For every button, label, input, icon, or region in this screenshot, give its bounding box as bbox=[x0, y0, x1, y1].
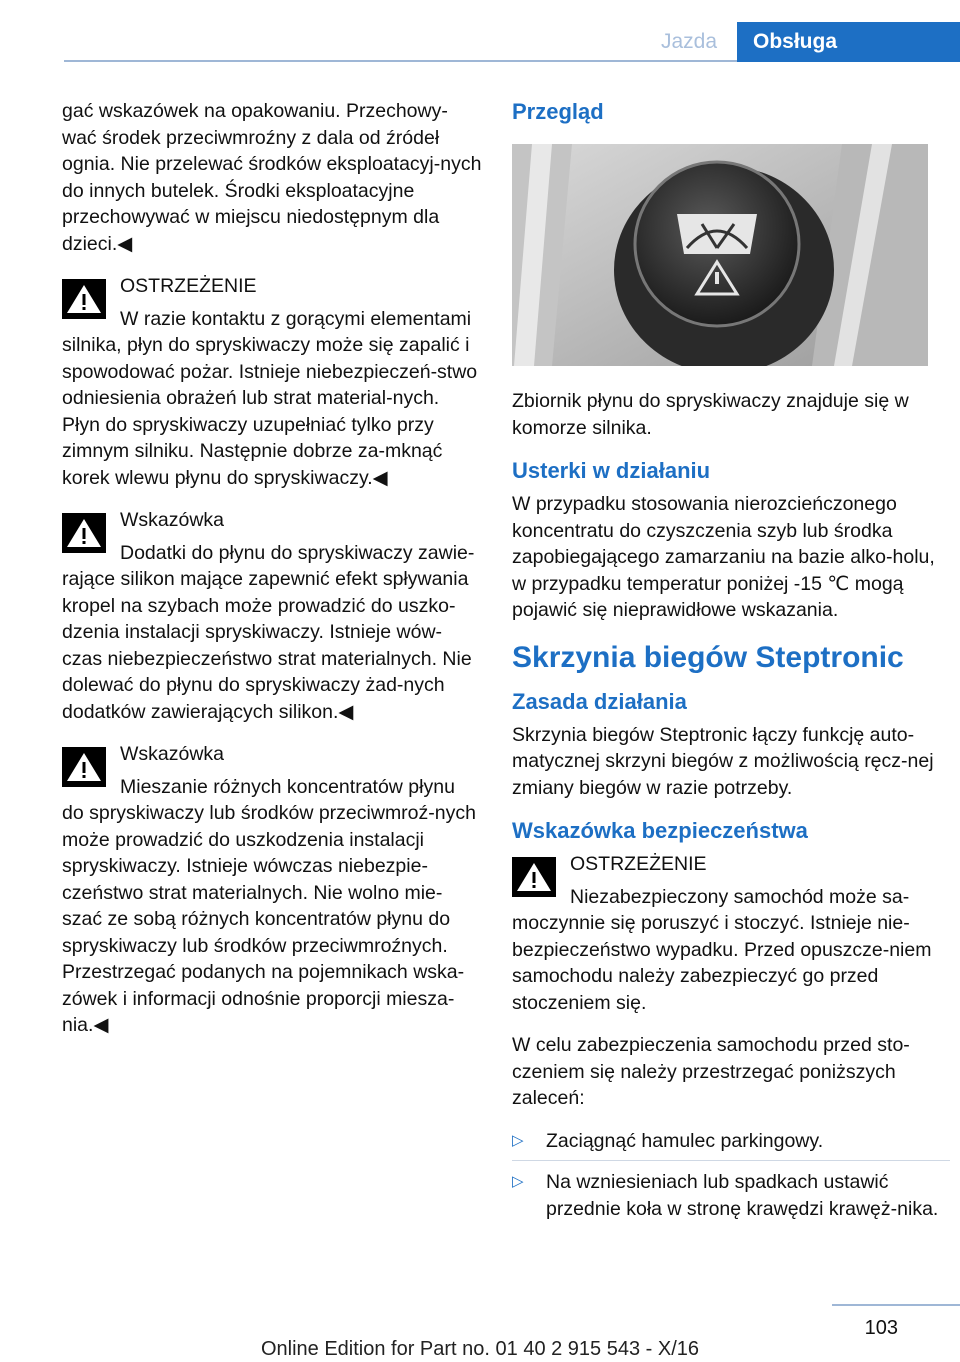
note-block-1 bbox=[62, 507, 482, 725]
warning-triangle-icon bbox=[62, 279, 106, 319]
warning-title: OSTRZEŻENIE bbox=[570, 853, 707, 875]
edition-footer: Online Edition for Part no. 01 40 2 915 543 - X/16 bbox=[260, 1338, 700, 1360]
warning-triangle-icon bbox=[62, 747, 106, 787]
warning-triangle-icon bbox=[62, 513, 106, 553]
left-column bbox=[62, 98, 482, 1055]
warning-triangle-icon bbox=[512, 857, 556, 897]
warning-block-1 bbox=[62, 273, 482, 491]
warning-text: Niezabezpieczony samochód może sa-moczynnie się poruszyć i stoczyć. Istnieje nie-bezpieczeństwo wypadku. Przed opuszcze-niem samochodu należy zabezpieczyć go przed stoczeniem się. bbox=[512, 885, 932, 1014]
list-item bbox=[512, 1169, 950, 1222]
list-item bbox=[512, 1128, 950, 1155]
list-item-text: Na wzniesieniach lub spadkach ustawić przednie koła w stronę krawędzi krawęż-nika. bbox=[546, 1171, 939, 1220]
photo-caption: Zbiornik płynu do spryskiwaczy znajduje się w komorze silnika. bbox=[512, 390, 909, 439]
page-number: 103 bbox=[864, 1317, 898, 1339]
triangle-bullet-icon: ▷ bbox=[512, 1173, 524, 1190]
note-title: Wskazówka bbox=[120, 743, 225, 765]
principle-paragraph: Skrzynia biegów Steptronic łączy funkcję auto-matycznej skrzyni biegów z możliwością ręcz-nej zmiany biegów w razie potrzeby. bbox=[512, 723, 934, 799]
list-divider bbox=[512, 1160, 950, 1161]
triangle-bullet-icon: ▷ bbox=[512, 1131, 524, 1149]
note-text: Mieszanie różnych koncentratów płynu do spryskiwaczy lub środków przeciwmroź-nych może prowadzić do uszkodzenia instalacji spryskiwaczy. Istnieje wówczas niebezpie-czeństwo strat materialnych. Nie wolno mie-szać ze sobą różnych koncentratów płynu do spryskiwaczy lub środków przeciwmroźnych. Przestrzegać podanych na pojemnikach wska-zówek i informacji odnośnie proporcji miesza-nia.◀ bbox=[62, 775, 476, 1036]
faults-paragraph: W przypadku stosowania nierozcieńczonego koncentratu do czyszczenia szyb lub środka zapobiegającego zamarzaniu na bazie alko-holu, w przypadku temperatur poniżej -15 ℃ mogą pojawić się nieprawidłowe wskazania. bbox=[512, 493, 935, 621]
secure-list bbox=[512, 1128, 950, 1223]
footer-rule bbox=[832, 1304, 960, 1306]
heading-steptronic: Skrzynia biegów Steptronic bbox=[512, 640, 904, 674]
note-text: Dodatki do płynu do spryskiwaczy zawie-rające silikon mające zapewnić efekt spływania kropel na szybach może prowadzić do uszko-dzenia instalacji spryskiwaczy. Istnieje wów-czas niebezpieczeństwo strat materialnych. Nie dolewać do płynu do spryskiwaczy żad-nych dodatków zawierających silikon.◀ bbox=[62, 541, 475, 723]
warning-block-2 bbox=[512, 851, 950, 1016]
heading-principle: Zasada działania bbox=[512, 688, 687, 714]
heading-safety: Wskazówka bezpieczeństwa bbox=[512, 818, 808, 843]
warning-text: W razie kontaktu z gorącymi elementami silnika, płyn do spryskiwaczy może się zapalić i spowodować pożar. Istnieje niebezpieczeń-stwo odniesienia obrażeń lub strat material-nych. Płyn do spryskiwaczy uzupełniać tylko przy zimnym silniku. Następnie dobrze za-mknąć korek wlewu płynu do spryskiwaczy.◀ bbox=[62, 307, 478, 489]
tab-jazda[interactable]: Jazda bbox=[660, 30, 718, 53]
list-item-text: Zaciągnąć hamulec parkingowy. bbox=[546, 1129, 824, 1152]
intro-paragraph: gać wskazówek na opakowaniu. Przechowy-wać środek przeciwmroźny z dala od źródeł ognia. Nie przelewać środków eksploatacyj-nych do innych butelek. Środki eksploatacyjne przechowywać w miejscu niedostępnym dla dzieci.◀ bbox=[62, 100, 482, 255]
note-title: Wskazówka bbox=[120, 509, 225, 531]
heading-overview: Przegląd bbox=[512, 99, 604, 124]
tab-obsluga[interactable]: Obsługa bbox=[737, 22, 960, 62]
secure-paragraph: W celu zabezpieczenia samochodu przed sto-czeniem się należy przestrzegać poniższych zaleceń: bbox=[512, 1034, 910, 1109]
warning-title: OSTRZEŻENIE bbox=[120, 275, 257, 297]
washer-reservoir-photo bbox=[512, 144, 928, 366]
note-block-2 bbox=[62, 741, 482, 1039]
washer-cap-illustration bbox=[512, 144, 928, 366]
heading-faults: Usterki w działaniu bbox=[512, 458, 711, 483]
right-column bbox=[512, 98, 950, 1228]
